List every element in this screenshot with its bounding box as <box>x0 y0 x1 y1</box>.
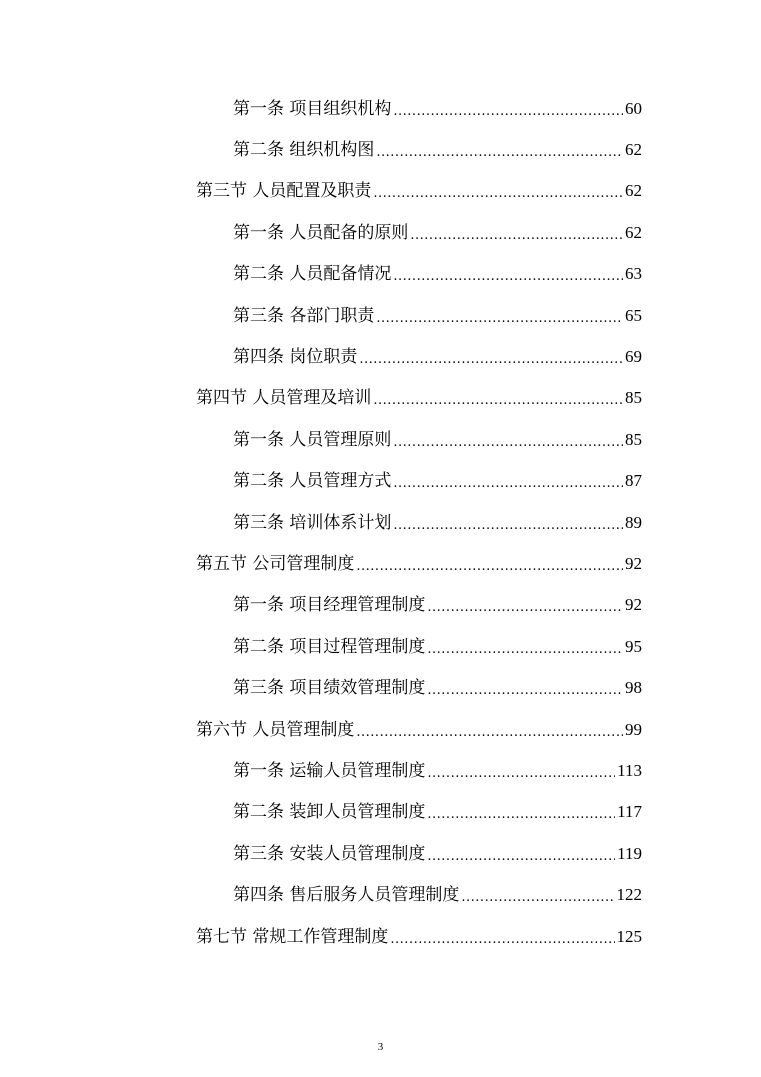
toc-entry[interactable] <box>233 88 642 129</box>
toc-entry[interactable] <box>233 585 642 626</box>
toc-entry[interactable] <box>233 750 642 791</box>
toc-entry-page: 95 <box>625 636 642 656</box>
toc-section-page: 125 <box>616 926 642 946</box>
toc-entry-label: 第四条 售后服务人员管理制度 <box>233 885 460 906</box>
toc-entry-label: 第一条 人员管理原则 <box>233 429 392 450</box>
toc-dot-leader <box>393 474 623 494</box>
toc-entry-label: 第二条 人员管理方式 <box>233 471 392 492</box>
toc-section-label: 第六节 人员管理制度 <box>196 719 355 740</box>
toc-entry[interactable] <box>233 129 642 170</box>
toc-dot-leader <box>461 888 614 908</box>
toc-entry-page: 85 <box>625 429 642 449</box>
toc-entry-label: 第三条 培训体系计划 <box>233 512 392 533</box>
toc-section-label: 第七节 常规工作管理制度 <box>196 926 389 947</box>
toc-section-label: 第四节 人员管理及培训 <box>196 388 372 409</box>
toc-section-page: 62 <box>625 181 642 201</box>
toc-entry-page: 98 <box>625 678 642 698</box>
toc-entry-page: 117 <box>617 802 642 822</box>
toc-entry[interactable] <box>233 336 642 377</box>
toc-entry-page: 87 <box>625 471 642 491</box>
toc-entry-label: 第二条 组织机构图 <box>233 140 375 161</box>
toc-section-label: 第三节 人员配置及职责 <box>196 181 372 202</box>
toc-dot-leader <box>390 930 614 950</box>
toc-dot-leader <box>359 350 623 370</box>
toc-entry-label: 第三条 项目绩效管理制度 <box>233 678 426 699</box>
toc-dot-leader <box>373 391 623 411</box>
toc-dot-leader <box>373 184 623 204</box>
toc-dot-leader <box>427 805 615 825</box>
table-of-contents <box>0 88 761 957</box>
toc-dot-leader <box>427 764 615 784</box>
toc-dot-leader <box>356 557 623 577</box>
toc-entry[interactable] <box>233 212 642 253</box>
toc-dot-leader <box>427 640 623 660</box>
toc-section[interactable] <box>196 916 642 957</box>
toc-dot-leader <box>393 267 623 287</box>
toc-dot-leader <box>427 598 623 618</box>
toc-entry[interactable] <box>233 626 642 667</box>
toc-section-page: 92 <box>625 553 642 573</box>
toc-entry[interactable] <box>233 874 642 915</box>
toc-entry-label: 第二条 装卸人员管理制度 <box>233 802 426 823</box>
toc-entry-page: 63 <box>625 264 642 284</box>
toc-entry-page: 89 <box>625 512 642 532</box>
toc-entry[interactable] <box>233 295 642 336</box>
toc-section[interactable] <box>196 171 642 212</box>
toc-entry-page: 92 <box>625 595 642 615</box>
toc-dot-leader <box>376 309 623 329</box>
toc-entry[interactable] <box>233 667 642 708</box>
toc-entry-label: 第二条 项目过程管理制度 <box>233 636 426 657</box>
toc-dot-leader <box>427 681 623 701</box>
toc-entry[interactable] <box>233 502 642 543</box>
toc-entry-label: 第四条 岗位职责 <box>233 347 358 368</box>
toc-entry-label: 第一条 项目经理管理制度 <box>233 595 426 616</box>
toc-dot-leader <box>410 226 623 246</box>
toc-section-page: 85 <box>625 388 642 408</box>
toc-dot-leader <box>427 847 615 867</box>
toc-entry-page: 60 <box>625 98 642 118</box>
toc-dot-leader <box>376 143 623 163</box>
toc-entry-label: 第一条 项目组织机构 <box>233 98 392 119</box>
toc-entry-page: 65 <box>625 305 642 325</box>
toc-entry[interactable] <box>233 461 642 502</box>
toc-entry-page: 62 <box>625 140 642 160</box>
toc-entry-page: 69 <box>625 347 642 367</box>
toc-entry-page: 62 <box>625 222 642 242</box>
toc-section[interactable] <box>196 709 642 750</box>
toc-entry[interactable] <box>233 833 642 874</box>
toc-entry-page: 122 <box>616 885 642 905</box>
toc-dot-leader <box>393 102 623 122</box>
toc-section[interactable] <box>196 378 642 419</box>
toc-entry-label: 第三条 安装人员管理制度 <box>233 843 426 864</box>
page-number: 3 <box>377 1041 384 1053</box>
toc-dot-leader <box>393 516 623 536</box>
toc-entry[interactable] <box>233 792 642 833</box>
toc-section-page: 99 <box>625 719 642 739</box>
toc-section-label: 第五节 公司管理制度 <box>196 553 355 574</box>
toc-dot-leader <box>393 433 623 453</box>
toc-entry-page: 113 <box>617 760 642 780</box>
toc-entry[interactable] <box>233 254 642 295</box>
toc-entry-label: 第二条 人员配备情况 <box>233 264 392 285</box>
toc-entry-label: 第一条 运输人员管理制度 <box>233 760 426 781</box>
toc-section[interactable] <box>196 543 642 584</box>
toc-dot-leader <box>356 723 623 743</box>
toc-entry-page: 119 <box>617 843 642 863</box>
toc-entry[interactable] <box>233 419 642 460</box>
toc-entry-label: 第三条 各部门职责 <box>233 305 375 326</box>
toc-entry-label: 第一条 人员配备的原则 <box>233 222 409 243</box>
